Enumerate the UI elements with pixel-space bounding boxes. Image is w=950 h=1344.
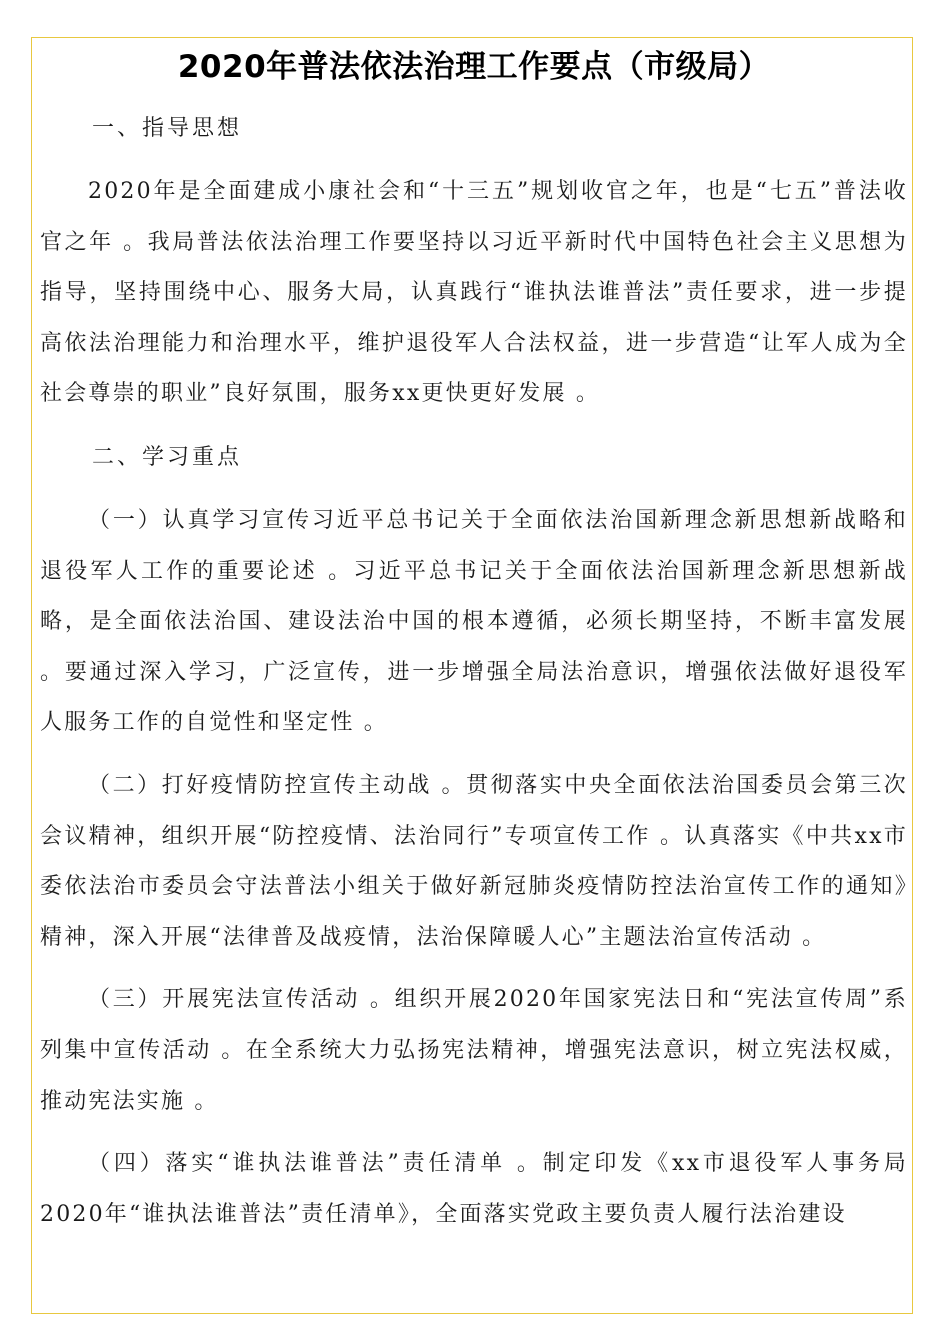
paragraph-study-item-3: （三）开展宪法宣传活动 。组织开展2020年国家宪法日和“宪法宣传周”系列集中宣传活动 。在全系统大力弘扬宪法精神，增强宪法意识，树立宪法权威，推动宪法实施 。 [40, 987, 908, 1114]
paragraph-study-item-4: （四）落实“谁执法谁普法”责任清单 。制定印发《xx市退役军人事务局2020年“谁执法谁普法”责任清单》，全面落实党政主要负责人履行法治建设 [40, 1151, 908, 1227]
section-heading-guiding-ideology: 一、指导思想 [92, 116, 243, 141]
document-body [40, 45, 908, 1252]
paragraph-study-item-2: （二）打好疫情防控宣传主动战 。贯彻落实中央全面依法治国委员会第三次会议精神，组织开展“防控疫情、法治同行”专项宣传工作 。认真落实《中共xx市委依法治市委员会守法普法小组关于做好新冠肺炎疫情防控法治宣传工作的通知》精神，深入开展“法律普及战疫情，法治保障暖人心”主题法治宣传活动 。 [40, 772, 908, 950]
section-heading-study-focus: 二、学习重点 [92, 444, 243, 470]
paragraph-guiding-ideology: 2020年是全面建成小康社会和“十三五”规划收官之年，也是“七五”普法收官之年 。我局普法依法治理工作要坚持以习近平新时代中国特色社会主义思想为指导，坚持围绕中心、服务大局，认真践行“谁执法谁普法”责任要求，进一步提高依法治理能力和治理水平，维护退役军人合法权益，进一步营造“让军人成为全社会尊崇的职业”良好氛围，服务xx更快更好发展 。 [40, 179, 908, 407]
paragraph-study-item-1: （一）认真学习宣传习近平总书记关于全面依法治国新理念新思想新战略和退役军人工作的重要论述 。习近平总书记关于全面依法治国新理念新思想新战略，是全面依法治国、建设法治中国的根本遵循，必须长期坚持，不断丰富发展 。要通过深入学习，广泛宣传，进一步增强全局法治意识，增强依法做好退役军人服务工作的自觉性和坚定性 。 [40, 507, 908, 736]
document-title: 2020年普法依法治理工作要点（市级局） [177, 49, 771, 85]
